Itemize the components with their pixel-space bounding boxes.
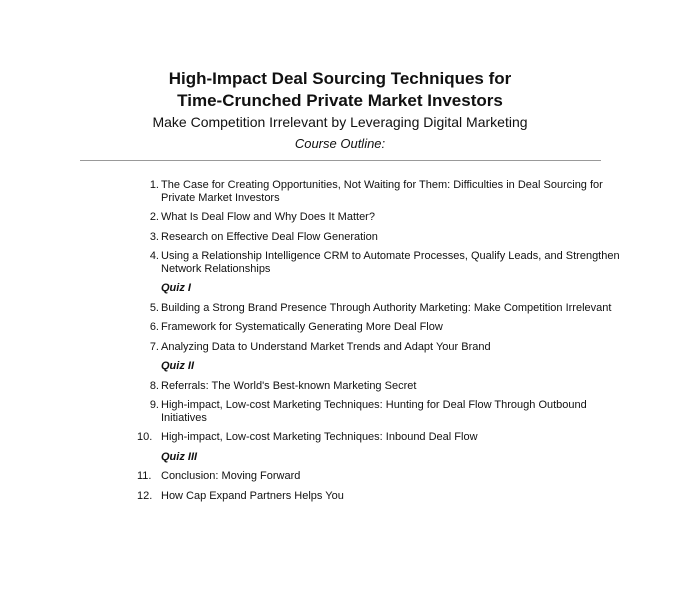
- quiz-heading: [137, 282, 627, 295]
- outline-item: [137, 179, 627, 204]
- outline-item-number: 4.: [149, 250, 159, 262]
- outline-item: [137, 211, 627, 224]
- title-block: [0, 68, 680, 131]
- outline-item-number: 9.: [149, 399, 159, 411]
- outline-item: [137, 470, 627, 483]
- outline-item-text: The Case for Creating Opportunities, Not Waiting for Them: Difficulties in Deal Sourcing for Private Market Investors: [161, 179, 603, 204]
- outline-item-text: Conclusion: Moving Forward: [161, 470, 301, 482]
- outline-item-number: 8.: [149, 379, 159, 392]
- outline-item-number: 3.: [149, 230, 159, 243]
- outline-item: [137, 490, 627, 503]
- outline-item-number: 7.: [149, 340, 159, 353]
- outline-item-text: Using a Relationship Intelligence CRM to Automate Processes, Qualify Leads, and Strengthen Network Relationships: [161, 250, 620, 275]
- outline-item-number: 5.: [149, 301, 159, 314]
- outline-item-number: 11.: [137, 470, 152, 482]
- outline-item-number: 6.: [149, 321, 159, 333]
- quiz-label: Quiz II: [161, 360, 194, 372]
- outline-item-text: Building a Strong Brand Presence Through Authority Marketing: Make Competition Irrelevant: [161, 301, 612, 314]
- outline-item: [137, 341, 627, 354]
- outline-item-text: How Cap Expand Partners Helps You: [161, 489, 344, 502]
- outline-item-number: 12.: [137, 489, 153, 502]
- course-subtitle: Make Competition Irrelevant by Leveraging Digital Marketing: [152, 114, 528, 130]
- outline-item: [137, 302, 627, 315]
- course-title-line-1: High-Impact Deal Sourcing Techniques for: [168, 69, 512, 88]
- outline-item-text: High-impact, Low-cost Marketing Techniques: Inbound Deal Flow: [161, 431, 478, 443]
- outline-item-text: Referrals: The World's Best-known Marketing Secret: [161, 379, 417, 392]
- outline-item: [137, 250, 627, 275]
- outline-item: [137, 321, 627, 334]
- outline-item-number: 10.: [137, 431, 153, 443]
- course-outline-heading: Course Outline:: [294, 136, 386, 151]
- quiz-label: Quiz I: [161, 282, 191, 294]
- outline-item-text: What Is Deal Flow and Why Does It Matter?: [161, 211, 375, 223]
- quiz-label: Quiz III: [161, 450, 198, 463]
- outline-item: [137, 231, 627, 244]
- course-outline-list: [137, 179, 627, 509]
- outline-item-text: Research on Effective Deal Flow Generation: [161, 230, 378, 243]
- outline-item-text: Framework for Systematically Generating More Deal Flow: [161, 321, 443, 333]
- outline-item: [137, 399, 627, 424]
- outline-item: [137, 380, 627, 393]
- course-title-line-2: Time-Crunched Private Market Investors: [177, 91, 503, 110]
- outline-item: [137, 431, 627, 444]
- outline-item-text: Analyzing Data to Understand Market Trends and Adapt Your Brand: [161, 340, 491, 353]
- outline-item-text: High-impact, Low-cost Marketing Techniques: Hunting for Deal Flow Through Outbound Initiatives: [161, 399, 587, 424]
- outline-item-number: 2.: [149, 211, 159, 223]
- outline-item-number: 1.: [149, 179, 159, 191]
- divider-line: [80, 160, 601, 161]
- quiz-heading: [137, 451, 627, 464]
- quiz-heading: [137, 360, 627, 373]
